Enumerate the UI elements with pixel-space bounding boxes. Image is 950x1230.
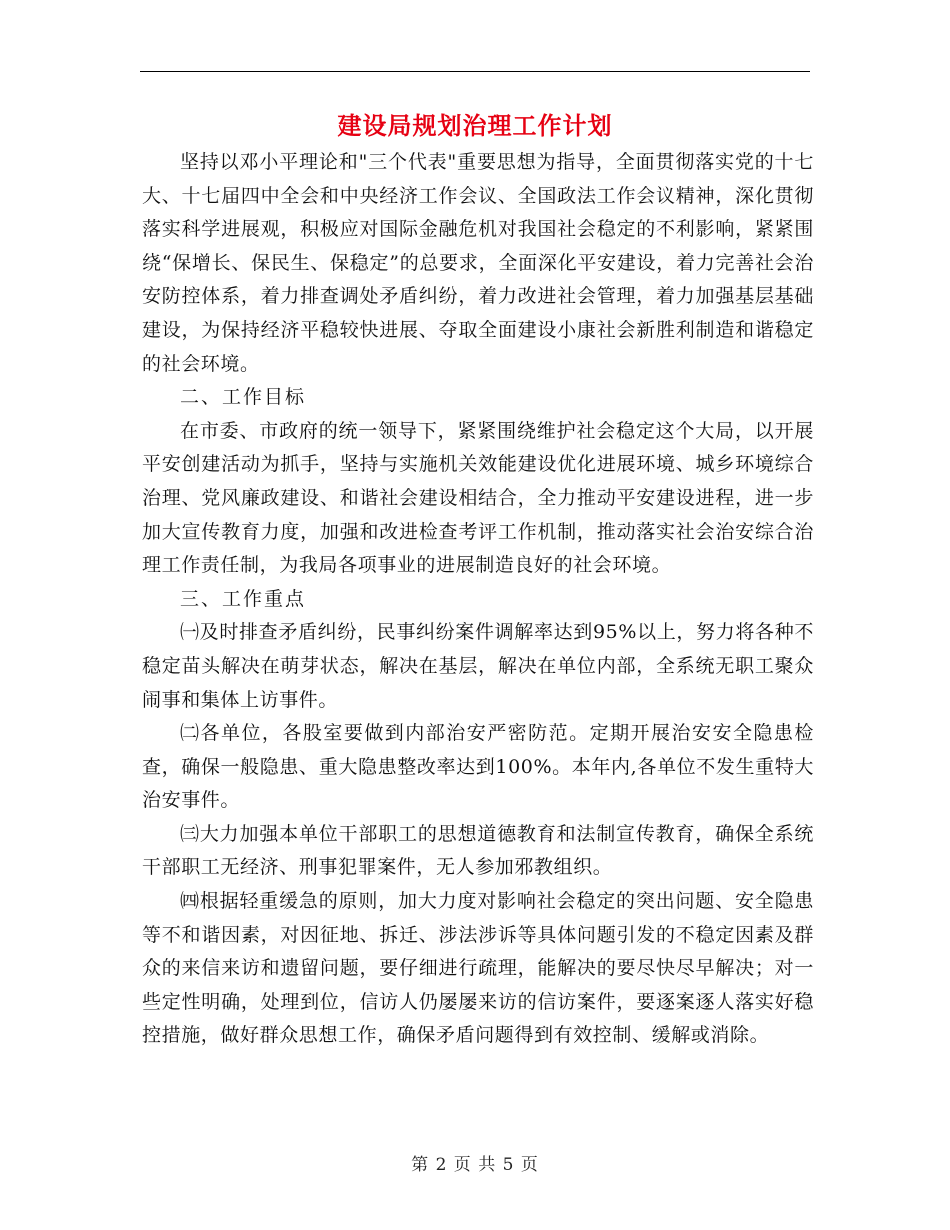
document-body [142, 146, 814, 1053]
intro-paragraph: 坚持以邓小平理论和"三个代表"重要思想为指导，全面贯彻落实党的十七大、十七届四中全会和中央经济工作会议、全国政法工作会议精神，深化贯彻落实科学进展观，积极应对国际金融危机对我国社会稳定的不利影响，紧紧围绕“保增长、保民生、保稳定”的总要求，全面深化平安建设，着力完善社会治安防控体系，着力排查调处矛盾纠纷，着力改进社会管理，着力加强基层基础建设，为保持经济平稳较快进展、夺取全面建设小康社会新胜利制造和谐稳定的社会环境。 [142, 151, 814, 375]
work-goals-paragraph: 在市委、市政府的统一领导下，紧紧围绕维护社会稳定这个大局，以开展平安创建活动为抓手，坚持与实施机关效能建设优化进展环境、城乡环境综合治理、党风廉政建设、和谐社会建设相结合，全力推动平安建设进程，进一步加大宣传教育力度，加强和改进检查考评工作机制，推动落实社会治安综合治理工作责任制，为我局各项事业的进展制造良好的社会环境。 [142, 419, 814, 577]
focus-item-4: ㈣根据轻重缓急的原则，加大力度对影响社会稳定的突出问题、安全隐患等不和谐因素，对因征地、拆迁、涉法涉诉等具体问题引发的不稳定因素及群众的来信来访和遗留问题，要仔细进行疏理，能解决的要尽快尽早解决；对一些定性明确，处理到位，信访人仍屡屡来访的信访案件，要逐案逐人落实好稳控措施，做好群众思想工作，确保矛盾问题得到有效控制、缓解或消除。 [142, 890, 814, 1047]
section-heading-work-goals: 二、工作目标 [180, 386, 307, 409]
page-number: 第 2 页 共 5 页 [411, 1155, 539, 1175]
focus-item-3: ㈢大力加强本单位干部职工的思想道德教育和法制宣传教育，确保全系统干部职工无经济、刑事犯罪案件，无人参加邪教组织。 [142, 822, 814, 879]
focus-item-1: ㈠及时排查矛盾纠纷，民事纠纷案件调解率达到95%以上，努力将各种不稳定苗头解决在萌芽状态，解决在基层，解决在单位内部，全系统无职工聚众闹事和集体上访事件。 [142, 621, 814, 711]
header-rule [140, 71, 810, 72]
section-heading-work-focus: 三、工作重点 [180, 587, 307, 610]
focus-item-2: ㈡各单位，各股室要做到内部治安严密防范。定期开展治安安全隐患检查，确保一般隐患、重大隐患整改率达到100%。本年内,各单位不发生重特大治安事件。 [142, 722, 814, 812]
document-title: 建设局规划治理工作计划 [337, 111, 613, 140]
